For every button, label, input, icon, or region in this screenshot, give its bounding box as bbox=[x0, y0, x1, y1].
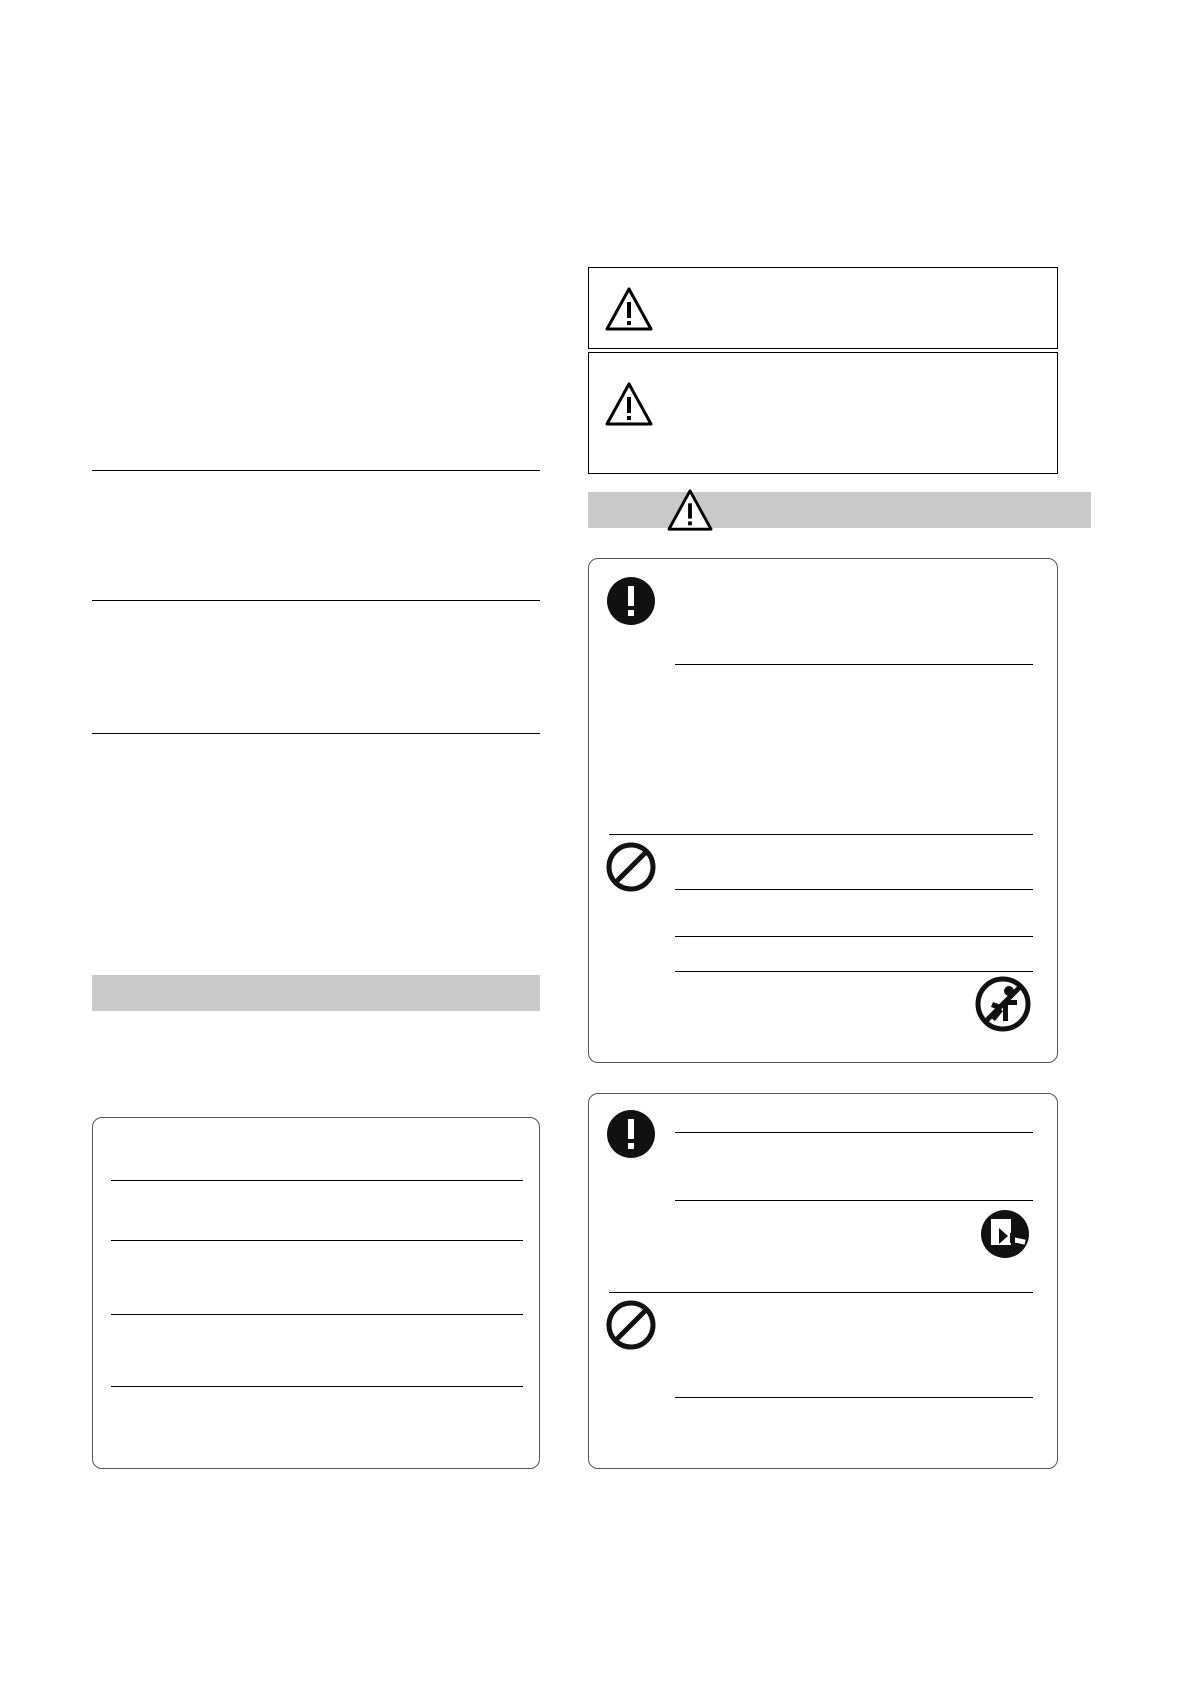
left-section-rule-2 bbox=[92, 600, 540, 601]
warning-box-caution bbox=[588, 352, 1058, 474]
left-gray-band bbox=[92, 975, 540, 1011]
panel-one-rule-2 bbox=[609, 834, 1033, 835]
panel-two-rule-2 bbox=[675, 1200, 1033, 1201]
warning-box-danger bbox=[588, 267, 1058, 349]
panel-one-rule-5 bbox=[675, 971, 1033, 972]
prohibition-icon bbox=[605, 841, 657, 898]
left-section-rule-3 bbox=[92, 733, 540, 734]
warning-triangle-icon bbox=[604, 381, 654, 432]
exclamation-mark-icon bbox=[605, 575, 657, 632]
exclamation-mark-icon bbox=[605, 1108, 657, 1165]
left-panel bbox=[92, 1117, 540, 1469]
warning-triangle-icon bbox=[666, 488, 714, 537]
unplug-power-icon bbox=[977, 1206, 1033, 1267]
left-panel-rule-3 bbox=[111, 1314, 523, 1315]
warning-panel-one bbox=[588, 558, 1058, 1063]
panel-one-rule-3 bbox=[675, 889, 1033, 890]
panel-one-rule-1 bbox=[675, 664, 1033, 665]
panel-two-rule-4 bbox=[675, 1397, 1033, 1398]
warning-panel-two bbox=[588, 1093, 1058, 1469]
left-section-rule-1 bbox=[92, 470, 540, 471]
warning-triangle-icon bbox=[604, 286, 654, 337]
panel-two-rule-3 bbox=[609, 1292, 1033, 1293]
panel-two-rule-1 bbox=[675, 1132, 1033, 1133]
no-disassembly-icon bbox=[973, 974, 1033, 1039]
left-panel-rule-4 bbox=[111, 1386, 523, 1387]
panel-one-rule-4 bbox=[675, 936, 1033, 937]
right-gray-band bbox=[588, 492, 1091, 528]
left-panel-rule-1 bbox=[111, 1180, 523, 1181]
prohibition-icon bbox=[605, 1299, 657, 1356]
left-panel-rule-2 bbox=[111, 1240, 523, 1241]
